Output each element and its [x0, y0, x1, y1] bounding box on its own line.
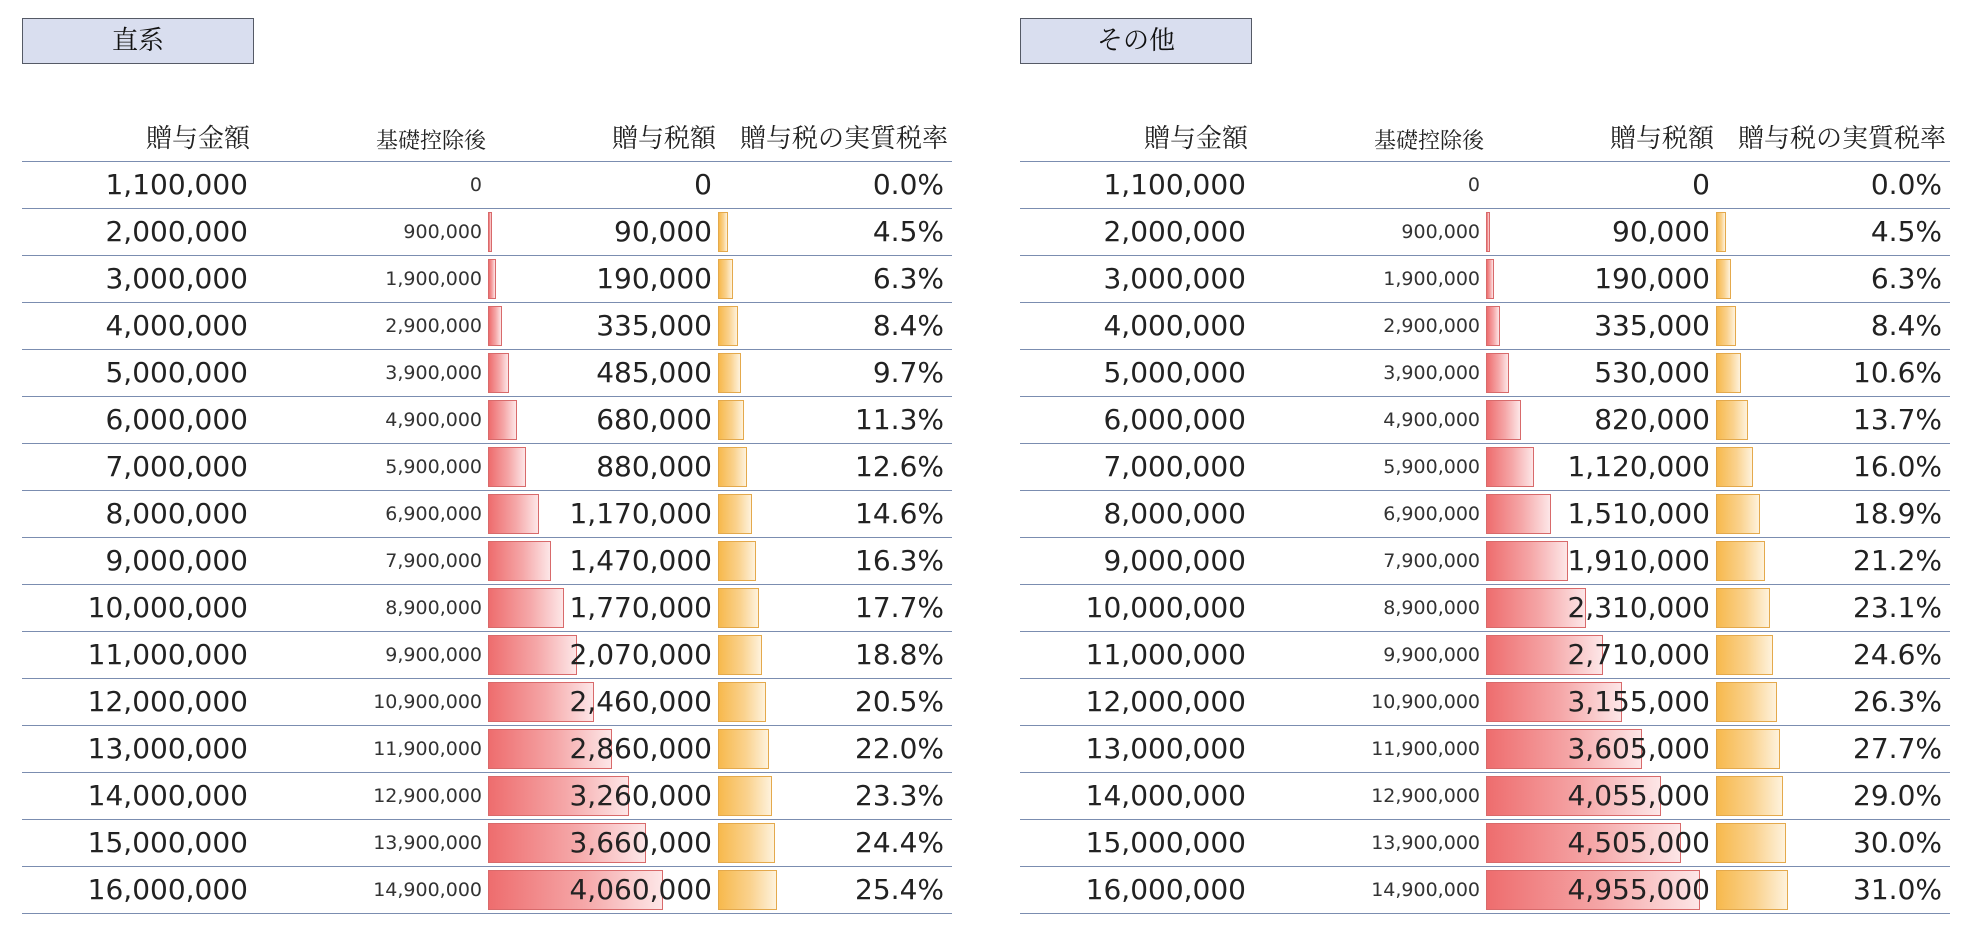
gift-tax-value: 1,910,000 [1567, 544, 1710, 577]
header-after-deduction: 基礎控除後 [375, 129, 486, 154]
rate-data-bar [718, 823, 775, 863]
gift-amount-cell: 14,000,000 [1085, 779, 1246, 812]
gift-amount-cell: 8,000,000 [105, 497, 248, 530]
gift-tax-value: 880,000 [596, 450, 712, 483]
after-deduction-cell: 6,900,000 [1383, 503, 1480, 525]
after-deduction-cell: 14,900,000 [373, 879, 482, 901]
header-gift-tax: 贈与税額 [1609, 124, 1714, 154]
effective-rate-value: 22.0% [855, 732, 944, 765]
gift-tax-cell [488, 773, 714, 819]
effective-rate-cell [718, 491, 948, 537]
gift-tax-value: 0 [1692, 168, 1710, 201]
effective-rate-value: 14.6% [855, 497, 944, 530]
rate-data-bar [718, 353, 741, 393]
rate-data-bar [1716, 682, 1777, 722]
table-row [1020, 538, 1950, 585]
effective-rate-cell [1716, 867, 1946, 913]
table-row [1020, 397, 1950, 444]
gift-amount-cell: 16,000,000 [87, 873, 248, 906]
gift-tax-value: 335,000 [596, 309, 712, 342]
after-deduction-cell: 0 [1467, 174, 1480, 196]
tax-data-bar [488, 353, 509, 393]
after-deduction-cell: 9,900,000 [1383, 644, 1480, 666]
gift-amount-cell: 1,100,000 [1103, 168, 1246, 201]
after-deduction-cell: 13,900,000 [373, 832, 482, 854]
gift-amount-cell: 16,000,000 [1085, 873, 1246, 906]
effective-rate-cell [718, 867, 948, 913]
table-row [22, 585, 952, 632]
rate-data-bar [1716, 353, 1741, 393]
table-row [22, 444, 952, 491]
table-row [1020, 491, 1950, 538]
effective-rate-value: 21.2% [1853, 544, 1942, 577]
effective-rate-value: 12.6% [855, 450, 944, 483]
effective-rate-value: 24.4% [855, 826, 944, 859]
gift-tax-cell [1486, 773, 1712, 819]
after-deduction-cell: 2,900,000 [1383, 315, 1480, 337]
table-row [1020, 820, 1950, 867]
panel-title: 直系 [22, 18, 254, 64]
gift-amount-cell: 13,000,000 [87, 732, 248, 765]
after-deduction-cell: 12,900,000 [373, 785, 482, 807]
gift-tax-cell [488, 491, 714, 537]
gift-amount-cell: 10,000,000 [1085, 591, 1246, 624]
gift-amount-cell: 7,000,000 [1103, 450, 1246, 483]
gift-tax-value: 3,605,000 [1567, 732, 1710, 765]
table-row [22, 820, 952, 867]
rate-data-bar [1716, 212, 1726, 252]
gift-tax-value: 3,660,000 [569, 826, 712, 859]
rate-data-bar [718, 259, 733, 299]
gift-tax-value: 2,070,000 [569, 638, 712, 671]
gift-tax-value: 1,120,000 [1567, 450, 1710, 483]
after-deduction-cell: 0 [469, 174, 482, 196]
gift-amount-cell: 2,000,000 [105, 215, 248, 248]
tax-data-bar [488, 588, 564, 628]
gift-tax-cell [1486, 726, 1712, 772]
gift-tax-value: 1,470,000 [569, 544, 712, 577]
table-row [1020, 256, 1950, 303]
effective-rate-cell [1716, 538, 1946, 584]
effective-rate-cell [1716, 444, 1946, 490]
after-deduction-cell: 12,900,000 [1371, 785, 1480, 807]
gift-tax-value: 90,000 [614, 215, 712, 248]
effective-rate-value: 25.4% [855, 873, 944, 906]
tax-data-bar [1486, 400, 1521, 440]
effective-rate-value: 23.1% [1853, 591, 1942, 624]
tax-data-bar [1486, 447, 1534, 487]
table-body [1020, 162, 1950, 914]
table-row [22, 397, 952, 444]
gift-tax-value: 0 [694, 168, 712, 201]
rate-data-bar [1716, 823, 1786, 863]
after-deduction-cell: 4,900,000 [385, 409, 482, 431]
panel-title: その他 [1020, 18, 1252, 64]
gift-tax-cell [1486, 632, 1712, 678]
after-deduction-cell: 13,900,000 [1371, 832, 1480, 854]
after-deduction-cell: 11,900,000 [1371, 738, 1480, 760]
effective-rate-cell [1716, 256, 1946, 302]
rate-data-bar [718, 447, 747, 487]
tax-data-bar [488, 212, 492, 252]
rate-data-bar [1716, 400, 1748, 440]
effective-rate-cell [1716, 303, 1946, 349]
effective-rate-value: 17.7% [855, 591, 944, 624]
after-deduction-cell: 14,900,000 [1371, 879, 1480, 901]
header-gift-amount: 贈与金額 [1143, 124, 1248, 154]
effective-rate-cell [718, 162, 948, 208]
table-body [22, 162, 952, 914]
effective-rate-value: 30.0% [1853, 826, 1942, 859]
gift-tax-cell [1486, 679, 1712, 725]
gift-tax-value: 1,170,000 [569, 497, 712, 530]
effective-rate-value: 0.0% [872, 168, 944, 201]
effective-rate-value: 13.7% [1853, 403, 1942, 436]
gift-amount-cell: 6,000,000 [105, 403, 248, 436]
table-row [1020, 209, 1950, 256]
gift-tax-value: 2,310,000 [1567, 591, 1710, 624]
header-effective-rate: 贈与税の実質税率 [739, 124, 948, 154]
gift-tax-cell [488, 256, 714, 302]
effective-rate-value: 27.7% [1853, 732, 1942, 765]
gift-amount-cell: 4,000,000 [1103, 309, 1246, 342]
after-deduction-cell: 1,900,000 [1383, 268, 1480, 290]
gift-tax-cell [1486, 820, 1712, 866]
table-row [1020, 162, 1950, 209]
gift-tax-value: 3,260,000 [569, 779, 712, 812]
gift-amount-cell: 14,000,000 [87, 779, 248, 812]
effective-rate-cell [718, 350, 948, 396]
gift-tax-cell [488, 444, 714, 490]
effective-rate-value: 6.3% [872, 262, 944, 295]
gift-amount-cell: 9,000,000 [105, 544, 248, 577]
rate-data-bar [1716, 541, 1765, 581]
table-row [1020, 444, 1950, 491]
table-row [22, 538, 952, 585]
gift-tax-cell [1486, 350, 1712, 396]
rate-data-bar [718, 400, 744, 440]
effective-rate-cell [1716, 491, 1946, 537]
rate-data-bar [718, 729, 769, 769]
table-row [1020, 350, 1950, 397]
tax-data-bar [1486, 212, 1490, 252]
effective-rate-cell [1716, 820, 1946, 866]
gift-tax-value: 485,000 [596, 356, 712, 389]
table-row [22, 350, 952, 397]
table-row [1020, 303, 1950, 350]
gift-tax-cell [488, 303, 714, 349]
gift-tax-value: 1,510,000 [1567, 497, 1710, 530]
effective-rate-value: 23.3% [855, 779, 944, 812]
gift-tax-value: 4,505,000 [1567, 826, 1710, 859]
gift-amount-cell: 7,000,000 [105, 450, 248, 483]
rate-data-bar [1716, 635, 1773, 675]
gift-amount-cell: 5,000,000 [1103, 356, 1246, 389]
rate-data-bar [1716, 776, 1783, 816]
rate-data-bar [1716, 870, 1788, 910]
after-deduction-cell: 1,900,000 [385, 268, 482, 290]
tax-data-bar [488, 541, 551, 581]
gift-tax-cell [1486, 867, 1712, 913]
gift-tax-cell [488, 679, 714, 725]
gift-amount-cell: 15,000,000 [87, 826, 248, 859]
gift-tax-value: 680,000 [596, 403, 712, 436]
effective-rate-value: 20.5% [855, 685, 944, 718]
effective-rate-value: 26.3% [1853, 685, 1942, 718]
after-deduction-cell: 9,900,000 [385, 644, 482, 666]
tax-data-bar [1486, 306, 1500, 346]
after-deduction-cell: 5,900,000 [385, 456, 482, 478]
gift-amount-cell: 6,000,000 [1103, 403, 1246, 436]
gift-tax-cell [1486, 209, 1712, 255]
gift-amount-cell: 12,000,000 [1085, 685, 1246, 718]
gift-amount-cell: 3,000,000 [1103, 262, 1246, 295]
table-row [22, 773, 952, 820]
gift-tax-cell [488, 585, 714, 631]
table-row [1020, 679, 1950, 726]
effective-rate-cell [718, 209, 948, 255]
gift-amount-cell: 1,100,000 [105, 168, 248, 201]
rate-data-bar [718, 306, 738, 346]
effective-rate-value: 0.0% [1870, 168, 1942, 201]
table-row [22, 867, 952, 914]
effective-rate-value: 11.3% [855, 403, 944, 436]
after-deduction-cell: 7,900,000 [1383, 550, 1480, 572]
gift-tax-cell [1486, 162, 1712, 208]
tax-data-bar [488, 306, 502, 346]
header-gift-tax: 贈与税額 [611, 124, 716, 154]
gift-tax-value: 90,000 [1612, 215, 1710, 248]
tax-data-bar [488, 635, 577, 675]
effective-rate-cell [718, 820, 948, 866]
table-row [22, 256, 952, 303]
tax-data-bar [488, 400, 517, 440]
gift-amount-cell: 11,000,000 [1085, 638, 1246, 671]
effective-rate-cell [1716, 726, 1946, 772]
gift-amount-cell: 9,000,000 [1103, 544, 1246, 577]
effective-rate-value: 16.3% [855, 544, 944, 577]
effective-rate-value: 16.0% [1853, 450, 1942, 483]
header-gift-amount: 贈与金額 [145, 124, 250, 154]
rate-data-bar [1716, 259, 1731, 299]
gift-tax-cell [488, 209, 714, 255]
table-panel-direct [22, 0, 952, 928]
rate-data-bar [1716, 588, 1770, 628]
gift-amount-cell: 2,000,000 [1103, 215, 1246, 248]
effective-rate-cell [718, 538, 948, 584]
after-deduction-cell: 7,900,000 [385, 550, 482, 572]
effective-rate-cell [718, 397, 948, 443]
header-row [1020, 115, 1950, 162]
effective-rate-cell [1716, 679, 1946, 725]
gift-tax-value: 820,000 [1594, 403, 1710, 436]
table-row [22, 632, 952, 679]
effective-rate-cell [1716, 350, 1946, 396]
gift-amount-cell: 10,000,000 [87, 591, 248, 624]
effective-rate-cell [718, 632, 948, 678]
gift-tax-value: 190,000 [596, 262, 712, 295]
effective-rate-value: 10.6% [1853, 356, 1942, 389]
gift-tax-cell [1486, 491, 1712, 537]
after-deduction-cell: 8,900,000 [1383, 597, 1480, 619]
table-row [22, 162, 952, 209]
effective-rate-value: 6.3% [1870, 262, 1942, 295]
rate-data-bar [1716, 494, 1760, 534]
effective-rate-value: 18.8% [855, 638, 944, 671]
gift-tax-cell [1486, 538, 1712, 584]
tax-data-bar [1486, 541, 1568, 581]
effective-rate-value: 18.9% [1853, 497, 1942, 530]
table-row [1020, 585, 1950, 632]
after-deduction-cell: 4,900,000 [1383, 409, 1480, 431]
gift-tax-cell [488, 162, 714, 208]
effective-rate-value: 29.0% [1853, 779, 1942, 812]
effective-rate-cell [718, 679, 948, 725]
after-deduction-cell: 10,900,000 [373, 691, 482, 713]
gift-tax-cell [488, 632, 714, 678]
rate-data-bar [718, 870, 777, 910]
effective-rate-cell [718, 256, 948, 302]
gift-amount-cell: 13,000,000 [1085, 732, 1246, 765]
effective-rate-cell [1716, 773, 1946, 819]
effective-rate-cell [718, 444, 948, 490]
gift-tax-value: 4,060,000 [569, 873, 712, 906]
effective-rate-cell [718, 303, 948, 349]
after-deduction-cell: 900,000 [403, 221, 482, 243]
effective-rate-cell [1716, 209, 1946, 255]
gift-tax-cell [488, 726, 714, 772]
after-deduction-cell: 3,900,000 [385, 362, 482, 384]
gift-tax-cell [488, 397, 714, 443]
gift-tax-cell [1486, 444, 1712, 490]
effective-rate-value: 4.5% [872, 215, 944, 248]
after-deduction-cell: 8,900,000 [385, 597, 482, 619]
table-row [1020, 773, 1950, 820]
effective-rate-cell [1716, 632, 1946, 678]
rate-data-bar [718, 212, 728, 252]
effective-rate-value: 8.4% [872, 309, 944, 342]
table-row [1020, 632, 1950, 679]
effective-rate-value: 4.5% [1870, 215, 1942, 248]
after-deduction-cell: 900,000 [1401, 221, 1480, 243]
gift-tax-cell [488, 350, 714, 396]
gift-tax-value: 335,000 [1594, 309, 1710, 342]
tax-data-bar [488, 259, 496, 299]
effective-rate-cell [718, 585, 948, 631]
after-deduction-cell: 11,900,000 [373, 738, 482, 760]
table-row [22, 303, 952, 350]
rate-data-bar [718, 588, 759, 628]
gift-tax-cell [1486, 585, 1712, 631]
table-panel-other [1020, 0, 1950, 928]
table-row [22, 679, 952, 726]
after-deduction-cell: 5,900,000 [1383, 456, 1480, 478]
table-row [22, 491, 952, 538]
gift-tax-cell [488, 820, 714, 866]
effective-rate-value: 8.4% [1870, 309, 1942, 342]
gift-amount-cell: 5,000,000 [105, 356, 248, 389]
gift-tax-value: 2,460,000 [569, 685, 712, 718]
effective-rate-cell [1716, 585, 1946, 631]
gift-tax-value: 4,955,000 [1567, 873, 1710, 906]
gift-tax-value: 2,860,000 [569, 732, 712, 765]
gift-amount-cell: 12,000,000 [87, 685, 248, 718]
tax-data-bar [1486, 494, 1551, 534]
after-deduction-cell: 2,900,000 [385, 315, 482, 337]
header-row [22, 115, 952, 162]
header-after-deduction: 基礎控除後 [1373, 129, 1484, 154]
effective-rate-value: 9.7% [872, 356, 944, 389]
table-row [1020, 867, 1950, 914]
gift-tax-value: 530,000 [1594, 356, 1710, 389]
effective-rate-cell [718, 773, 948, 819]
gift-amount-cell: 8,000,000 [1103, 497, 1246, 530]
rate-data-bar [718, 541, 756, 581]
effective-rate-value: 31.0% [1853, 873, 1942, 906]
table-row [22, 209, 952, 256]
header-effective-rate: 贈与税の実質税率 [1737, 124, 1946, 154]
rate-data-bar [1716, 729, 1780, 769]
rate-data-bar [1716, 306, 1736, 346]
gift-tax-cell [1486, 397, 1712, 443]
gift-tax-cell [1486, 303, 1712, 349]
rate-data-bar [718, 776, 772, 816]
rate-data-bar [718, 682, 766, 722]
effective-rate-cell [1716, 162, 1946, 208]
effective-rate-value: 24.6% [1853, 638, 1942, 671]
gift-tax-value: 4,055,000 [1567, 779, 1710, 812]
gift-amount-cell: 4,000,000 [105, 309, 248, 342]
after-deduction-cell: 10,900,000 [1371, 691, 1480, 713]
effective-rate-cell [718, 726, 948, 772]
effective-rate-cell [1716, 397, 1946, 443]
after-deduction-cell: 3,900,000 [1383, 362, 1480, 384]
gift-tax-value: 1,770,000 [569, 591, 712, 624]
tax-data-bar [1486, 353, 1509, 393]
rate-data-bar [718, 494, 752, 534]
gift-amount-cell: 15,000,000 [1085, 826, 1246, 859]
rate-data-bar [718, 635, 762, 675]
gift-tax-value: 2,710,000 [1567, 638, 1710, 671]
gift-tax-cell [488, 867, 714, 913]
gift-amount-cell: 11,000,000 [87, 638, 248, 671]
rate-data-bar [1716, 447, 1753, 487]
tax-data-bar [488, 447, 526, 487]
after-deduction-cell: 6,900,000 [385, 503, 482, 525]
gift-tax-cell [488, 538, 714, 584]
table-row [1020, 726, 1950, 773]
gift-tax-value: 190,000 [1594, 262, 1710, 295]
tax-data-bar [488, 494, 539, 534]
gift-tax-cell [1486, 256, 1712, 302]
table-row [22, 726, 952, 773]
tax-data-bar [1486, 259, 1494, 299]
gift-amount-cell: 3,000,000 [105, 262, 248, 295]
gift-tax-value: 3,155,000 [1567, 685, 1710, 718]
